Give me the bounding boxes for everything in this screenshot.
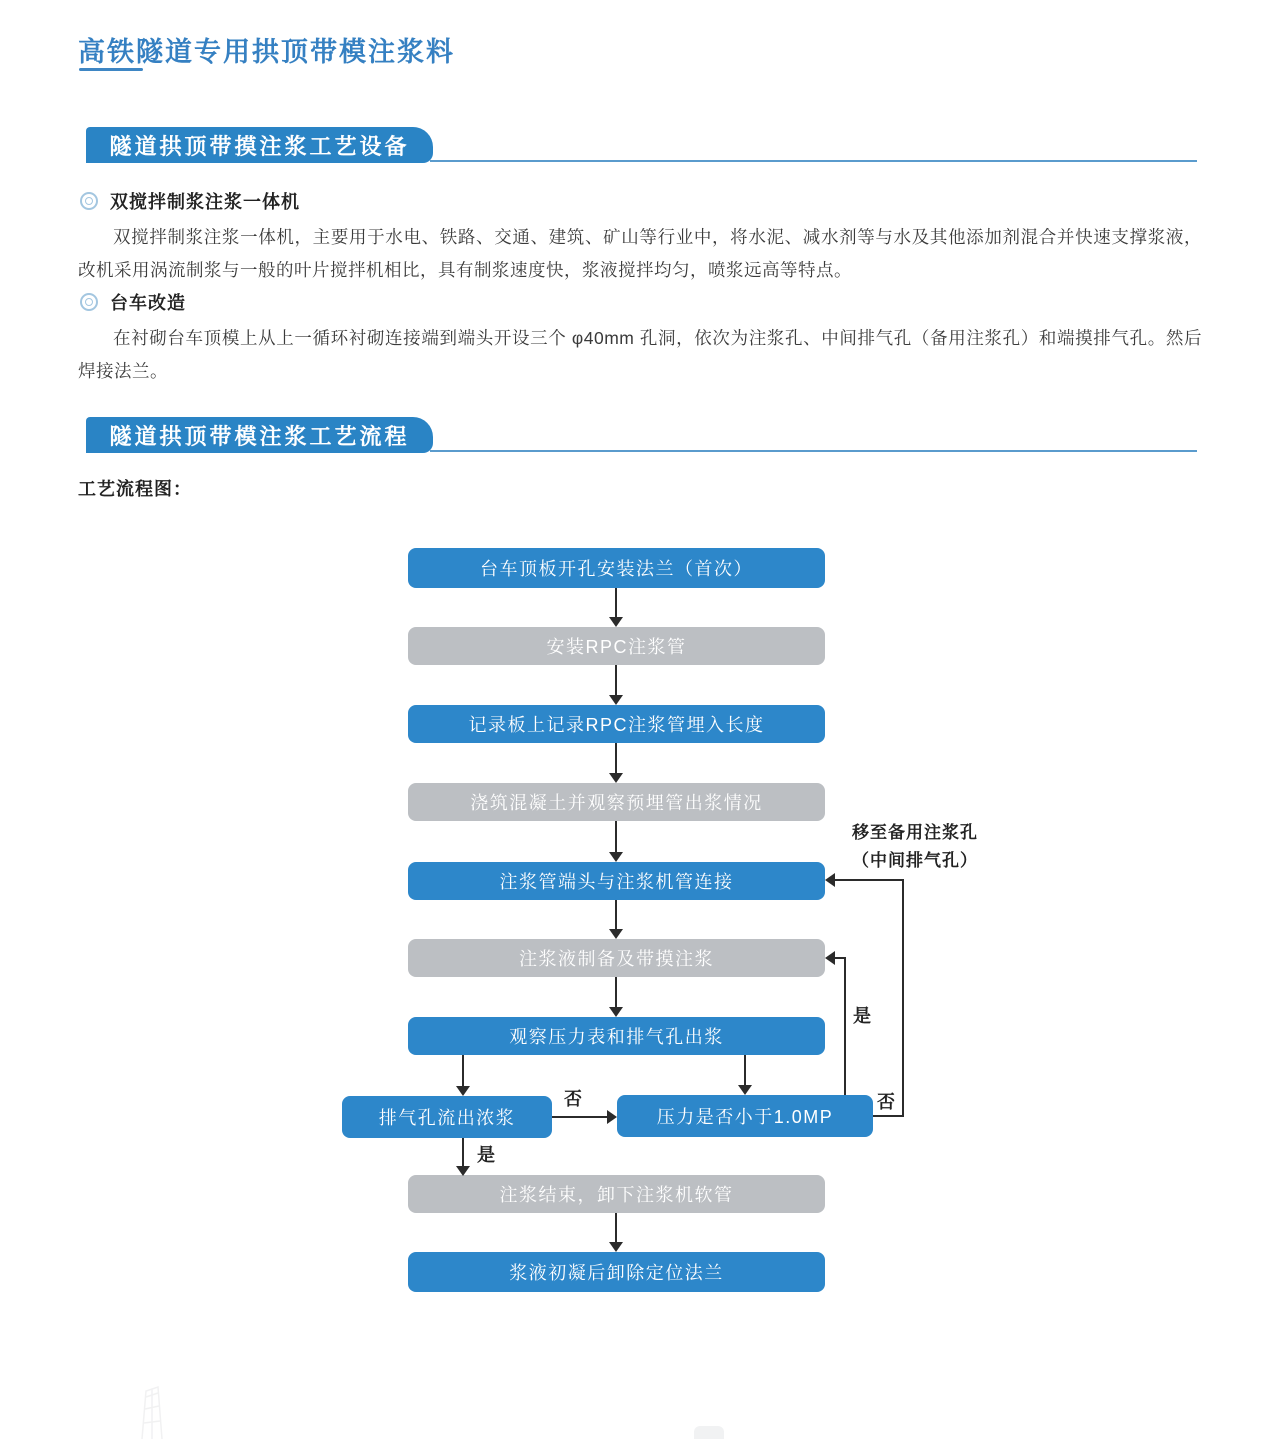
arrow-down-icon xyxy=(609,773,623,783)
connector-line xyxy=(462,1055,464,1087)
arrow-down-icon xyxy=(456,1086,470,1096)
connector-line xyxy=(615,665,617,696)
arrow-down-icon xyxy=(738,1085,752,1095)
connector-line xyxy=(835,879,904,881)
title-underline xyxy=(79,68,143,71)
connector-line xyxy=(744,1055,746,1086)
circle-bullet-icon xyxy=(80,192,98,210)
arrow-down-icon xyxy=(609,929,623,939)
bullet-item-mixer xyxy=(80,188,300,214)
edge-label-no-loop: 否 xyxy=(877,1092,895,1112)
edge-label-yes: 是 xyxy=(477,1145,495,1165)
section-rule-equipment xyxy=(430,160,1197,162)
page-title: 高铁隧道专用拱顶带模注浆料 xyxy=(78,37,455,68)
connector-line xyxy=(615,977,617,1008)
process-flowchart xyxy=(0,540,1280,1340)
flow-node-record-length: 记录板上记录RPC注浆管埋入长度 xyxy=(408,705,825,743)
arrow-left-icon xyxy=(825,873,835,887)
connector-line xyxy=(552,1116,608,1118)
bullet-item-trolley xyxy=(80,289,186,315)
connector-line xyxy=(844,958,846,1095)
loop-note-line1: 移至备用注浆孔 xyxy=(852,823,978,842)
section-header-process xyxy=(86,417,433,453)
edge-label-yes-loop: 是 xyxy=(853,1006,871,1026)
flow-node-vent-thick-grout: 排气孔流出浓浆 xyxy=(342,1096,552,1138)
arrow-down-icon xyxy=(609,852,623,862)
connector-line xyxy=(615,1213,617,1243)
arrow-left-icon xyxy=(825,951,835,965)
section-header-equipment xyxy=(86,127,433,163)
connector-line xyxy=(835,957,846,959)
flow-node-pressure-check: 压力是否小于1.0MP xyxy=(617,1095,873,1137)
circle-bullet-icon xyxy=(80,293,98,311)
flow-node-remove-flange: 浆液初凝后卸除定位法兰 xyxy=(408,1252,825,1292)
paragraph-trolley: 在衬砌台车顶模上从上一循环衬砌连接端到端头开设三个 φ40mm 孔洞，依次为注浆孔、中间排气孔（备用注浆孔）和端摸排气孔。然后焊接法兰。 xyxy=(78,327,1202,381)
section-rule-process xyxy=(430,450,1197,452)
connector-line xyxy=(615,588,617,618)
connector-line xyxy=(615,743,617,774)
bullet-heading-trolley: 台车改造 xyxy=(110,293,186,313)
arrow-down-icon xyxy=(456,1166,470,1176)
section-header-process-label: 隧道拱顶带模注浆工艺流程 xyxy=(109,423,410,449)
connector-line xyxy=(873,1115,904,1117)
connector-line xyxy=(902,880,904,1117)
edge-label-no: 否 xyxy=(564,1089,582,1109)
arrow-down-icon xyxy=(609,1007,623,1017)
flow-node-connect-pipe: 注浆管端头与注浆机管连接 xyxy=(408,862,825,900)
arrow-down-icon xyxy=(609,617,623,627)
flow-node-prepare-grout: 注浆液制备及带摸注浆 xyxy=(408,939,825,977)
flow-node-observe-pressure: 观察压力表和排气孔出浆 xyxy=(408,1017,825,1055)
connector-line xyxy=(615,821,617,853)
flow-node-grouting-end: 注浆结束，卸下注浆机软管 xyxy=(408,1175,825,1213)
building-watermark-icon xyxy=(128,1383,190,1439)
arrow-down-icon xyxy=(609,695,623,705)
section-header-equipment-label: 隧道拱顶带摸注浆工艺设备 xyxy=(109,133,410,159)
flow-diagram-label: 工艺流程图： xyxy=(78,479,192,499)
paragraph-mixer: 双搅拌制浆注浆一体机，主要用于水电、铁路、交通、建筑、矿山等行业中，将水泥、减水剂等与水及其他添加剂混合并快速支撑浆液，改机采用涡流制浆与一般的叶片搅拌机相比，具有制浆速度快，浆液搅拌均匀，喷浆远高等特点。 xyxy=(78,226,1202,280)
footer-watermark-shape xyxy=(694,1426,724,1439)
bullet-heading-mixer: 双搅拌制浆注浆一体机 xyxy=(110,192,300,212)
flow-node-pour-concrete: 浇筑混凝土并观察预埋管出浆情况 xyxy=(408,783,825,821)
flow-node-install-flange: 台车顶板开孔安装法兰（首次） xyxy=(408,548,825,588)
loop-note-line2: （中间排气孔） xyxy=(852,851,978,870)
connector-line xyxy=(615,900,617,930)
flow-node-install-rpc-pipe: 安装RPC注浆管 xyxy=(408,627,825,665)
connector-line xyxy=(462,1138,464,1167)
arrow-down-icon xyxy=(609,1242,623,1252)
arrow-right-icon xyxy=(607,1110,617,1124)
